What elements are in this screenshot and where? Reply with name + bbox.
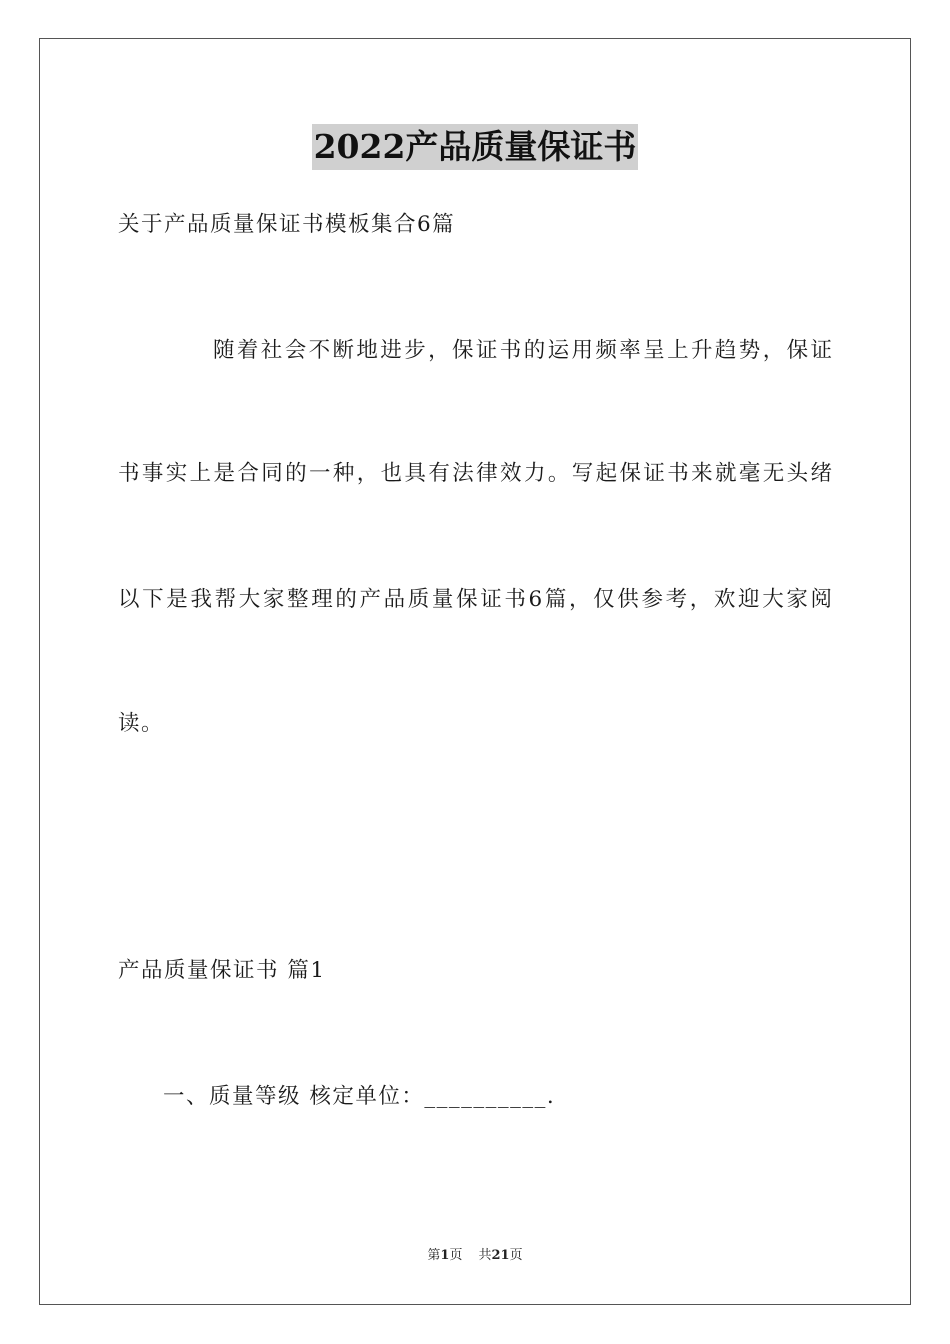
total-prefix: 共 [478,1248,492,1263]
intro-line-4: 读。 [118,711,165,736]
intro-line-1: 随着社会不断地进步，保证书的运用频率呈上升趋势，保证 [213,338,832,363]
total-pages: 21 [491,1248,510,1263]
intro-line-3: 以下是我帮大家整理的产品质量保证书6篇，仅供参考，欢迎大家阅 [118,587,832,612]
page-prefix: 第 [427,1248,441,1263]
page-suffix: 页 [449,1248,463,1263]
total-suffix: 页 [509,1248,523,1263]
section-heading: 产品质量保证书 篇1 [118,958,326,983]
quality-grade-line: 一、质量等级 核定单位：__________. [163,1084,556,1109]
document-title: 2022产品质量保证书 [312,124,639,170]
page-number: 1 [440,1248,450,1263]
title-container [0,124,950,170]
intro-line-2: 书事实上是合同的一种，也具有法律效力。写起保证书来就毫无头绪 [118,461,832,486]
document-subtitle: 关于产品质量保证书模板集合6篇 [118,212,456,237]
page-footer [0,1247,950,1265]
